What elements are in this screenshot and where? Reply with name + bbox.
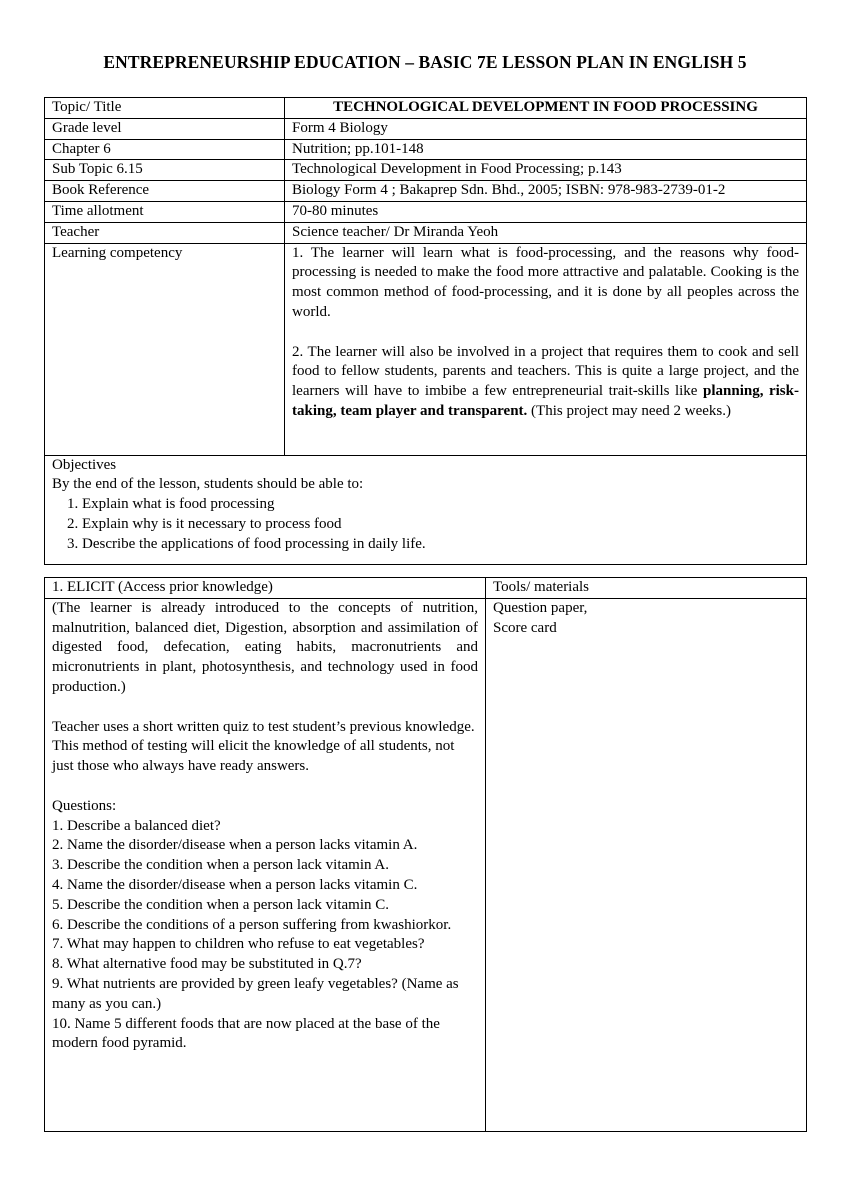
topic-label: Topic/ Title	[45, 98, 285, 119]
questions-heading: Questions:	[52, 797, 117, 814]
book-reference-label: Book Reference	[45, 181, 285, 202]
table-row	[45, 243, 807, 455]
objectives-heading: Objectives	[52, 456, 117, 473]
table-row	[45, 160, 807, 181]
elicit-header: 1. ELICIT (Access prior knowledge)	[45, 578, 486, 599]
list-item: 10. Name 5 different foods that are now placed at the base of the modern food pyramid.	[52, 1015, 440, 1052]
list-item: 6. Describe the conditions of a person suffering from kwashiorkor.	[52, 916, 452, 933]
learning-competency-value	[285, 243, 807, 455]
elicit-content	[45, 598, 486, 1131]
competency-paragraph-2	[292, 343, 799, 422]
elicit-method: Teacher uses a short written quiz to test student’s previous knowledge. This method of testing will elicit the knowledge of all students, not just those who always have ready answers.	[52, 718, 475, 775]
table-row	[45, 578, 807, 599]
table-row	[45, 201, 807, 222]
chapter-label: Chapter 6	[45, 139, 285, 160]
list-item: 1. Describe a balanced diet?	[52, 817, 221, 834]
book-reference-value: Biology Form 4 ; Bakaprep Sdn. Bhd., 2005; ISBN: 978-983-2739-01-2	[285, 181, 807, 202]
tools-content	[486, 598, 807, 1131]
grade-level-value: Form 4 Biology	[285, 118, 807, 139]
table-row	[45, 598, 807, 1131]
teacher-label: Teacher	[45, 222, 285, 243]
list-item: 2. Explain why is it necessary to process food	[82, 515, 799, 535]
list-item: 7. What may happen to children who refuse to eat vegetables?	[52, 936, 425, 953]
list-item: 5. Describe the condition when a person lack vitamin C.	[52, 896, 389, 913]
sub-topic-value: Technological Development in Food Processing; p.143	[285, 160, 807, 181]
list-item: 3. Describe the applications of food processing in daily life.	[82, 535, 799, 555]
topic-value: TECHNOLOGICAL DEVELOPMENT IN FOOD PROCESSING	[285, 98, 807, 119]
objectives-intro: By the end of the lesson, students should be able to:	[52, 476, 364, 493]
objectives-section	[45, 455, 807, 564]
competency-paragraph-2-text: 2. The learner will also be involved in a project that requires them to cook and sell food to fellow students, parents and teachers. This is quite a large project, and the learners will have to imbibe a few entrepreneurial trait-skills like	[292, 343, 799, 400]
time-allotment-value: 70-80 minutes	[285, 201, 807, 222]
table-row	[45, 222, 807, 243]
learning-competency-label: Learning competency	[45, 243, 285, 455]
questions-list	[52, 817, 478, 1055]
elicit-intro: (The learner is already introduced to the concepts of nutrition, malnutrition, balanced diet, Digestion, absorption and assimilation of digested food, defecation, eating habits, macronutrients and micronutrients in plant, photosynthesis, and technology used in food production.)	[52, 599, 478, 695]
list-item: 2. Name the disorder/disease when a person lacks vitamin A.	[52, 837, 418, 854]
tool-item: Score card	[493, 619, 557, 636]
document-title: ENTREPRENEURSHIP EDUCATION – BASIC 7E LESSON PLAN IN ENGLISH 5	[103, 52, 747, 72]
teacher-value: Science teacher/ Dr Miranda Yeoh	[285, 222, 807, 243]
entrepreneurial-traits: planning, risk-taking, team player and transparent.	[292, 383, 799, 419]
grade-level-label: Grade level	[45, 118, 285, 139]
tools-header: Tools/ materials	[486, 578, 807, 599]
competency-paragraph-1: 1. The learner will learn what is food-processing, and the reasons why food-processing is needed to make the food more attractive and palatable. Cooking is the most common method of food-processing, and it is done by all peoples across the world.	[292, 244, 799, 320]
lesson-info-table	[44, 97, 807, 565]
list-item: 3. Describe the condition when a person lack vitamin A.	[52, 857, 389, 874]
table-row	[45, 139, 807, 160]
tool-item: Question paper,	[493, 599, 588, 616]
list-item: 1. Explain what is food processing	[82, 495, 799, 515]
list-item: 9. What nutrients are provided by green leafy vegetables? (Name as many as you can.)	[52, 975, 459, 1012]
time-allotment-label: Time allotment	[45, 201, 285, 222]
elicit-table	[44, 577, 807, 1132]
table-row	[45, 455, 807, 564]
table-row	[45, 181, 807, 202]
objectives-list	[52, 495, 799, 554]
chapter-value: Nutrition; pp.101-148	[285, 139, 807, 160]
list-item: 8. What alternative food may be substituted in Q.7?	[52, 956, 362, 973]
table-row	[45, 98, 807, 119]
list-item: 4. Name the disorder/disease when a person lacks vitamin C.	[52, 876, 418, 893]
table-row	[45, 118, 807, 139]
sub-topic-label: Sub Topic 6.15	[45, 160, 285, 181]
competency-paragraph-2-end: (This project may need 2 weeks.)	[527, 402, 731, 419]
